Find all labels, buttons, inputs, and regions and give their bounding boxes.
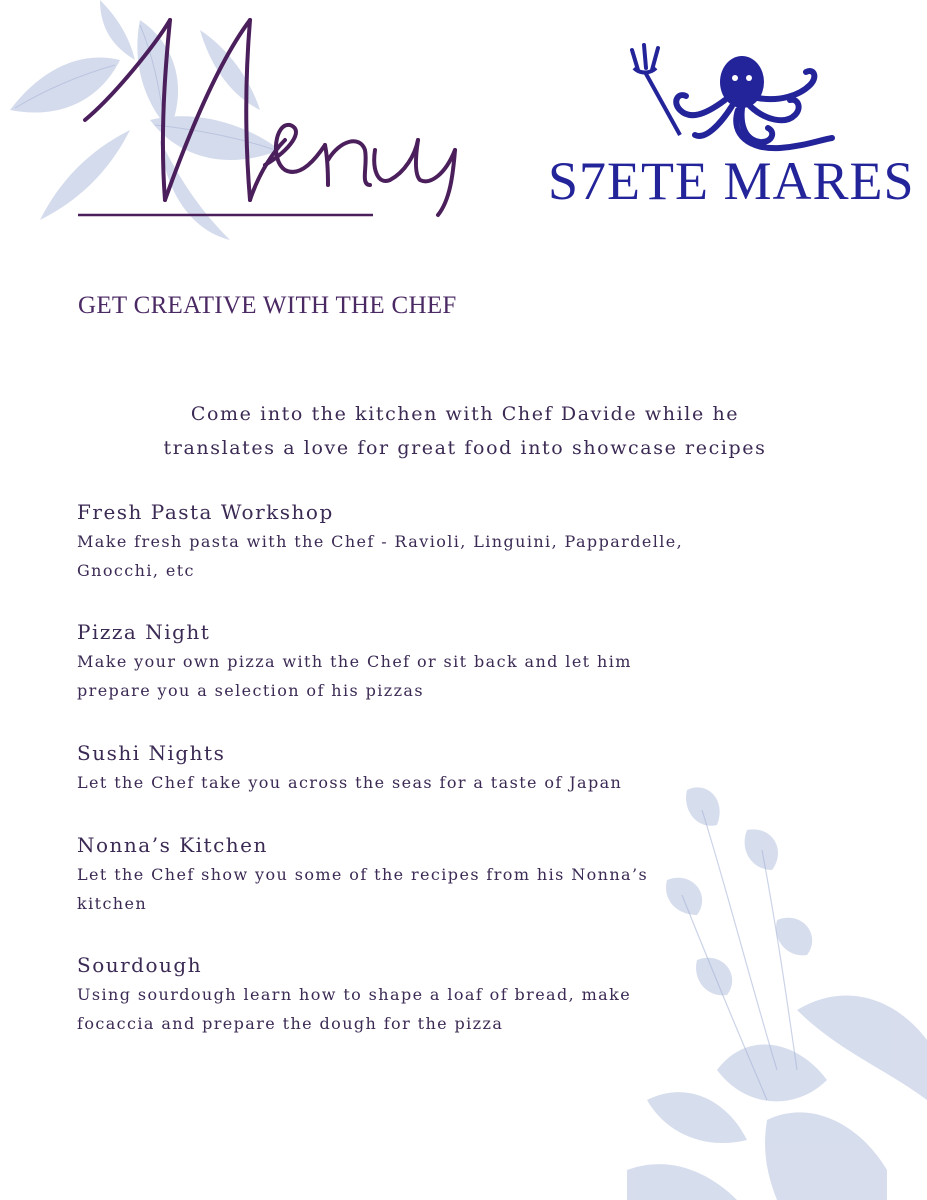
- menu-item-description: Let the Chef take you across the seas for a taste of Japan: [77, 773, 623, 792]
- menu-item-description: Using sourdough learn how to shape a loaf of bread, make: [77, 985, 632, 1004]
- menu-item-description: focaccia and prepare the dough for the pizza: [77, 1014, 504, 1033]
- intro-line: translates a love for great food into showcase recipes: [163, 437, 767, 459]
- menu-item: [77, 617, 817, 705]
- intro-line: Come into the kitchen with Chef Davide while he: [190, 403, 740, 425]
- menu-item-description: Let the Chef show you some of the recipes from his Nonna’s: [77, 865, 649, 884]
- menu-item: [77, 950, 817, 1038]
- section-title: GET CREATIVE WITH THE CHEF: [78, 292, 457, 319]
- menu-item-title: Pizza Night: [77, 620, 211, 644]
- intro-paragraph: [60, 397, 870, 465]
- menu-item-description: Make your own pizza with the Chef or sit back and let him: [77, 652, 632, 671]
- menu-script-heading: [60, 0, 480, 230]
- menu-item-title: Fresh Pasta Workshop: [77, 500, 334, 524]
- menu-item: [77, 497, 817, 585]
- menu-item-title: Sourdough: [77, 953, 203, 977]
- menu-item: [77, 738, 817, 797]
- menu-items-list: [77, 497, 817, 1038]
- menu-item-title: Nonna’s Kitchen: [77, 833, 268, 857]
- menu-item-description: Make fresh pasta with the Chef - Ravioli, Linguini, Pappardelle,: [77, 532, 684, 551]
- menu-item-description: kitchen: [77, 894, 148, 913]
- menu-item-description: Gnocchi, etc: [77, 561, 195, 580]
- menu-item: [77, 830, 817, 918]
- brand-name: S7ETE MARES: [548, 151, 915, 211]
- menu-item-title: Sushi Nights: [77, 741, 226, 765]
- octopus-trident-logo-icon: [620, 40, 840, 160]
- menu-item-description: prepare you a selection of his pizzas: [77, 681, 424, 700]
